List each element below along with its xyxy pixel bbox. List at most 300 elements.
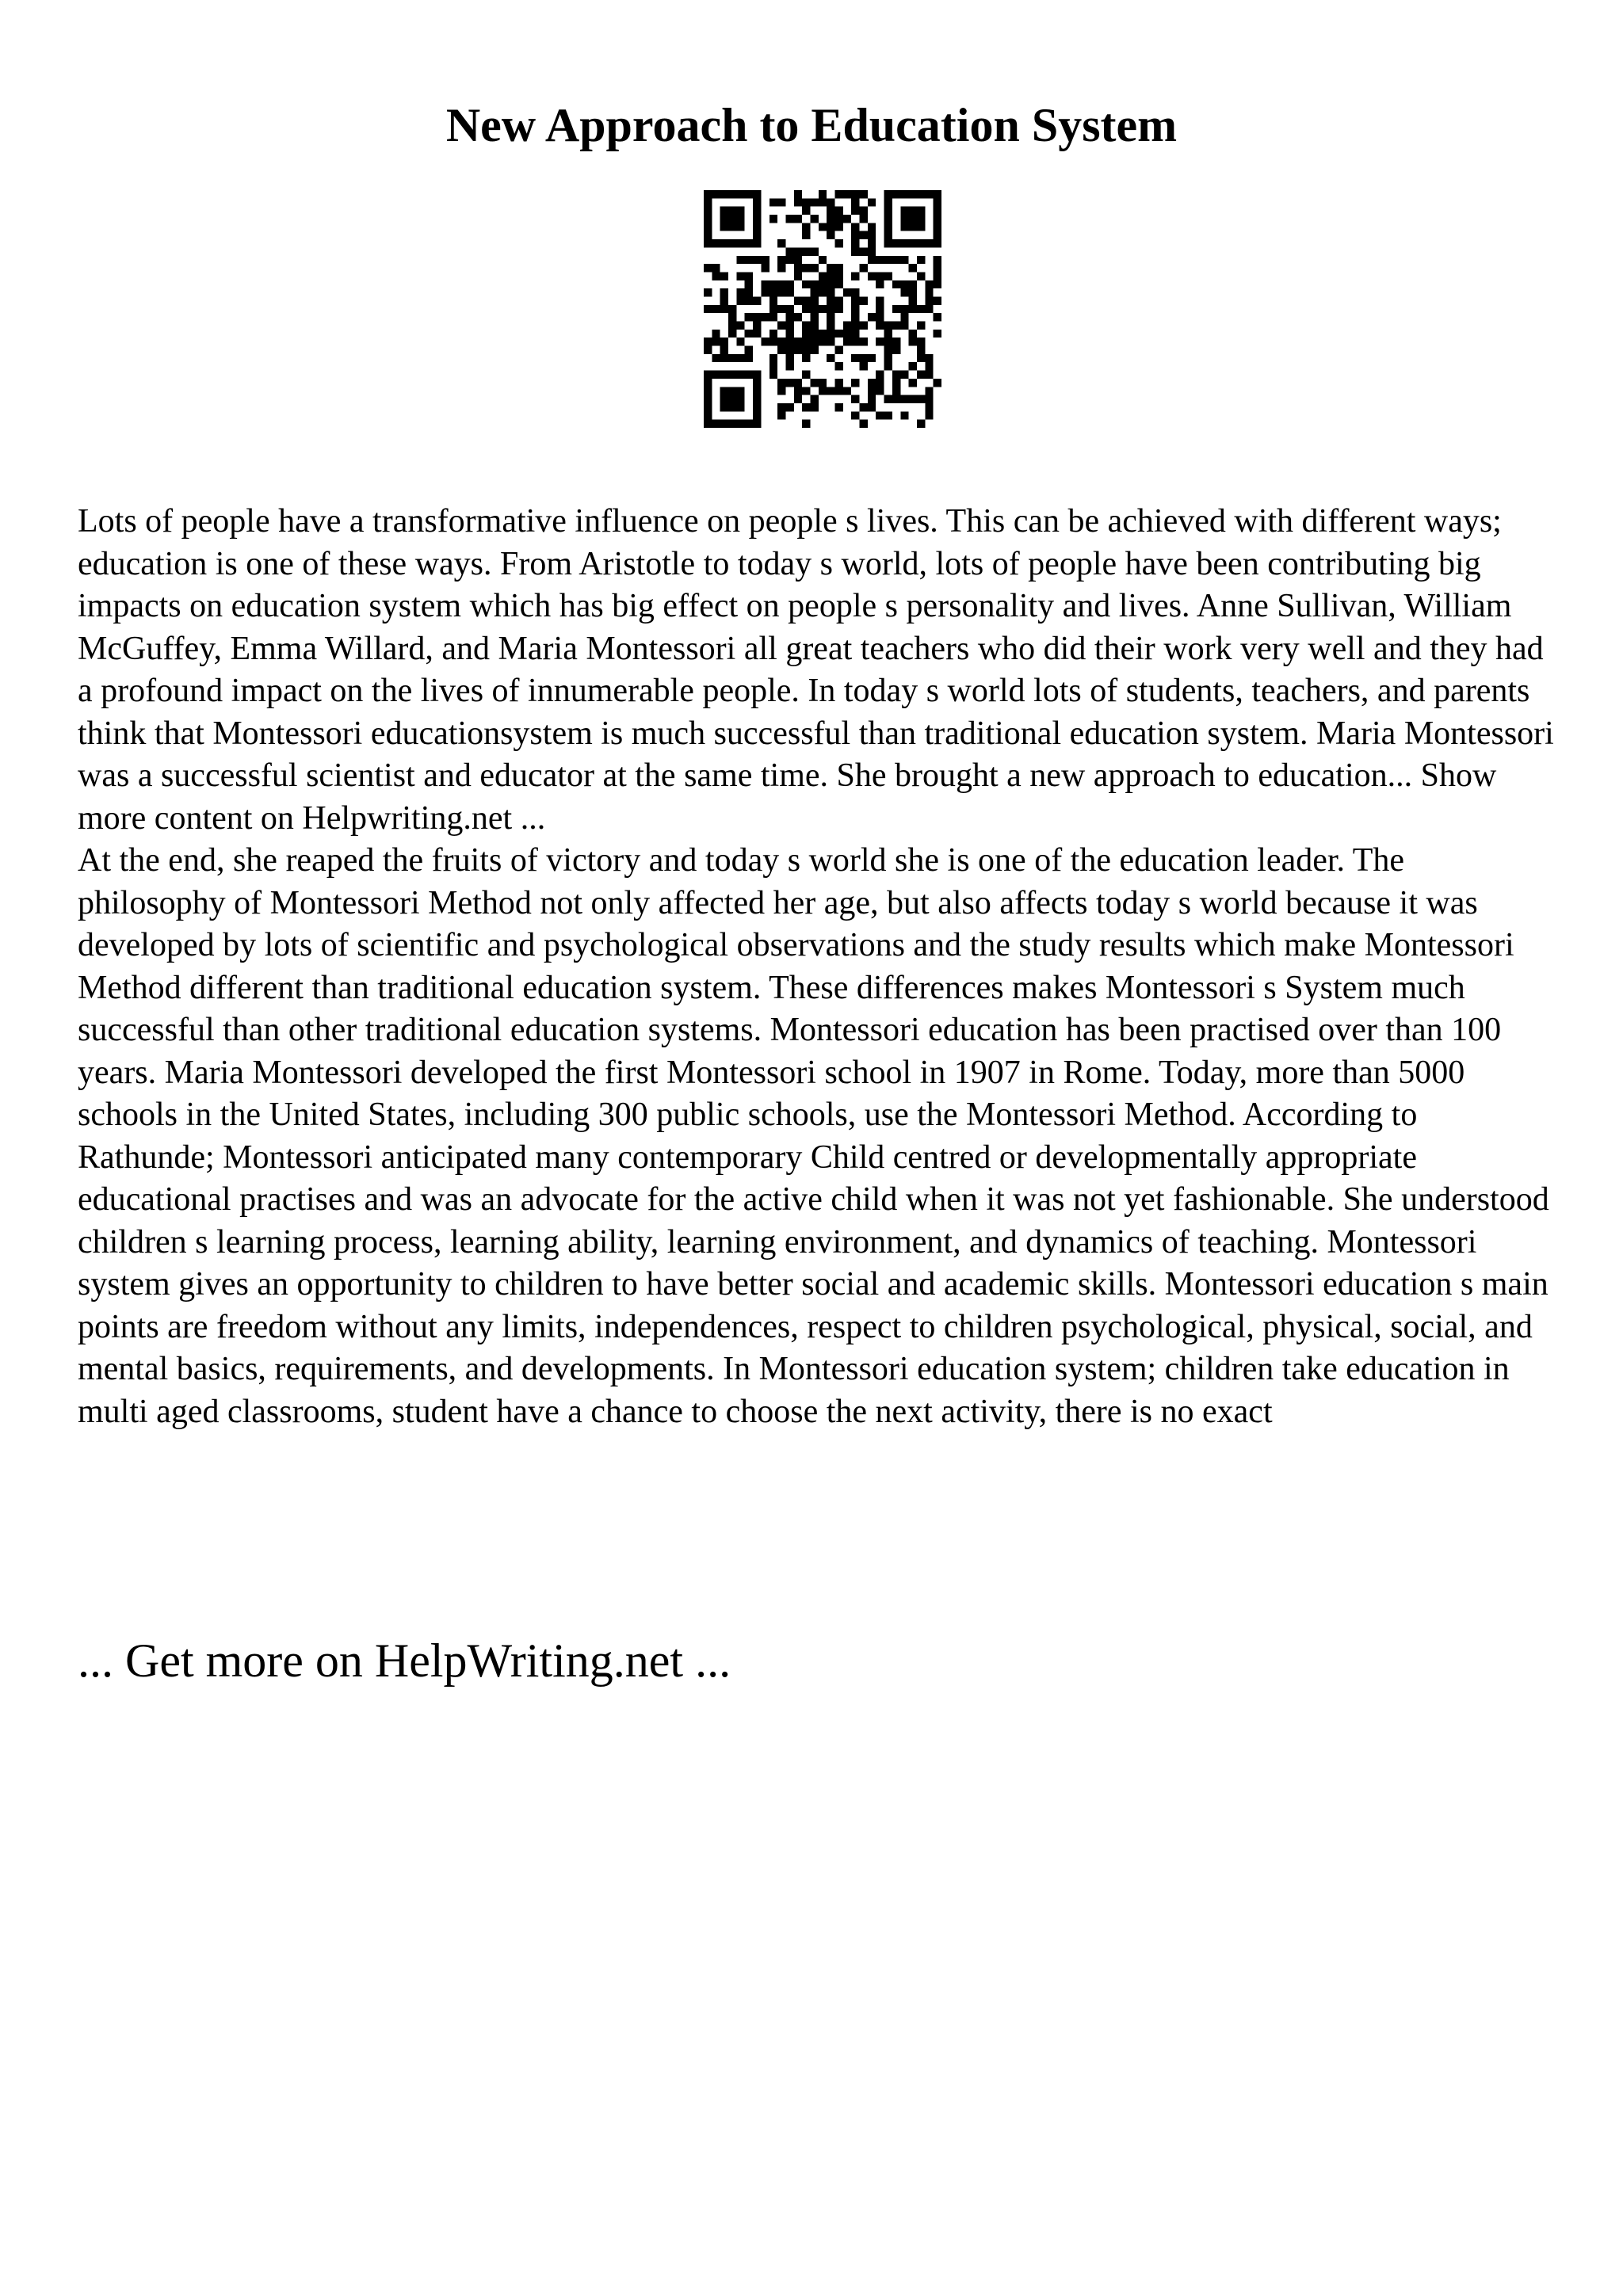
qr-module <box>712 371 720 379</box>
qr-module <box>728 223 736 231</box>
qr-module <box>860 231 868 239</box>
qr-module <box>827 338 834 345</box>
qr-module <box>900 280 908 288</box>
qr-module <box>745 239 753 247</box>
qr-module <box>934 264 941 272</box>
qr-module <box>753 256 761 264</box>
qr-module <box>745 296 753 304</box>
qr-module <box>892 346 900 354</box>
qr-module <box>843 190 851 198</box>
qr-code-icon[interactable] <box>704 190 941 428</box>
qr-module <box>777 198 785 206</box>
qr-module <box>876 305 884 313</box>
qr-module <box>785 256 793 264</box>
qr-module <box>900 239 908 247</box>
qr-module <box>785 330 793 338</box>
qr-module <box>827 296 834 304</box>
qr-module <box>900 313 908 321</box>
qr-module <box>728 403 736 411</box>
qr-module <box>745 288 753 296</box>
qr-module <box>851 198 859 206</box>
qr-module <box>728 395 736 403</box>
qr-module <box>712 305 720 313</box>
qr-module <box>720 239 728 247</box>
qr-module <box>753 420 761 428</box>
qr-module <box>704 338 712 345</box>
qr-module <box>802 305 810 313</box>
qr-module <box>892 239 900 247</box>
qr-module <box>934 198 941 206</box>
qr-module <box>843 338 851 345</box>
qr-module <box>794 296 802 304</box>
qr-module <box>720 272 728 280</box>
qr-module <box>704 379 712 387</box>
qr-module <box>810 313 818 321</box>
qr-module <box>810 305 818 313</box>
qr-module <box>794 395 802 403</box>
qr-module <box>851 296 859 304</box>
qr-module <box>761 338 769 345</box>
qr-module <box>720 395 728 403</box>
qr-module <box>745 280 753 288</box>
qr-module <box>745 330 753 338</box>
qr-module <box>909 288 917 296</box>
qr-module <box>753 387 761 395</box>
qr-module <box>917 223 925 231</box>
qr-module <box>843 322 851 330</box>
qr-module <box>728 313 736 321</box>
qr-module <box>736 239 744 247</box>
qr-module <box>892 338 900 345</box>
qr-module <box>884 215 892 223</box>
qr-module <box>794 198 802 206</box>
qr-module <box>736 215 744 223</box>
qr-module <box>934 330 941 338</box>
qr-module <box>900 215 908 223</box>
qr-module <box>777 346 785 354</box>
qr-module <box>794 346 802 354</box>
qr-module <box>704 387 712 395</box>
qr-module <box>884 231 892 239</box>
qr-module <box>785 403 793 411</box>
qr-module <box>704 420 712 428</box>
qr-module <box>753 330 761 338</box>
qr-module <box>884 362 892 370</box>
qr-module <box>785 379 793 387</box>
qr-module <box>810 330 818 338</box>
qr-module <box>736 223 744 231</box>
qr-module <box>860 420 868 428</box>
qr-module <box>777 280 785 288</box>
qr-module <box>777 239 785 247</box>
qr-module <box>819 280 827 288</box>
qr-module <box>802 371 810 379</box>
qr-module <box>827 354 834 362</box>
qr-module <box>860 362 868 370</box>
qr-module <box>909 215 917 223</box>
qr-module <box>884 322 892 330</box>
qr-module <box>851 354 859 362</box>
qr-module <box>851 330 859 338</box>
qr-module <box>810 215 818 223</box>
qr-module <box>851 288 859 296</box>
qr-module <box>736 288 744 296</box>
qr-module <box>794 313 802 321</box>
document-body <box>78 501 1560 1433</box>
qr-module <box>868 239 876 247</box>
qr-module <box>785 362 793 370</box>
qr-module <box>720 403 728 411</box>
qr-module <box>728 322 736 330</box>
qr-module <box>769 354 777 362</box>
qr-module <box>777 411 785 419</box>
qr-module <box>819 305 827 313</box>
qr-module <box>720 296 728 304</box>
qr-module <box>876 272 884 280</box>
qr-module <box>761 280 769 288</box>
qr-module <box>769 280 777 288</box>
qr-module <box>712 190 720 198</box>
qr-module <box>753 198 761 206</box>
qr-module <box>884 272 892 280</box>
qr-module <box>851 239 859 247</box>
qr-module <box>884 338 892 345</box>
qr-module <box>736 207 744 215</box>
qr-module <box>827 207 834 215</box>
qr-module <box>868 313 876 321</box>
qr-module <box>909 264 917 272</box>
qr-module <box>720 354 728 362</box>
qr-module <box>843 387 851 395</box>
qr-module <box>827 223 834 231</box>
qr-module <box>934 215 941 223</box>
qr-module <box>917 371 925 379</box>
qr-module <box>934 296 941 304</box>
qr-module <box>925 305 933 313</box>
qr-module <box>900 395 908 403</box>
qr-module <box>860 296 868 304</box>
qr-module <box>802 296 810 304</box>
qr-module <box>827 280 834 288</box>
qr-module <box>876 338 884 345</box>
qr-module <box>925 371 933 379</box>
qr-module <box>909 338 917 345</box>
paragraph: Lots of people have a transformative influence on people s lives. This can be achieved with different ways; education is one of these ways. From Aristotle to today s world, lots of people have been contributing big impacts on education system which has big effect on people s personality and lives. Anne Sullivan, William McGuffey, Emma Willard, and Maria Montessori all great teachers who did their work very well and they had a profound impact on the lives of innumerable people. In today s world lots of students, teachers, and parents think that Montessori educationsystem is much successful than traditional education system. Maria Montessori was a successful scientist and educator at the same time. She brought a new approach to education... Show more content on Helpwriting.net ... <box>78 503 1554 837</box>
qr-module <box>860 247 868 255</box>
qr-module <box>934 272 941 280</box>
qr-module <box>810 395 818 403</box>
qr-module <box>835 296 843 304</box>
qr-module <box>777 387 785 395</box>
qr-module <box>827 215 834 223</box>
qr-module <box>917 346 925 354</box>
qr-module <box>860 264 868 272</box>
qr-module <box>753 411 761 419</box>
qr-module <box>884 207 892 215</box>
qr-module <box>819 338 827 345</box>
qr-module <box>785 288 793 296</box>
qr-module <box>745 420 753 428</box>
qr-module <box>835 272 843 280</box>
get-more-link[interactable]: ... Get more on HelpWriting.net ... <box>78 1634 731 1687</box>
qr-module <box>860 338 868 345</box>
qr-module <box>785 322 793 330</box>
qr-module <box>769 313 777 321</box>
qr-module <box>753 207 761 215</box>
qr-module <box>819 387 827 395</box>
qr-module <box>835 280 843 288</box>
qr-module <box>745 313 753 321</box>
qr-module <box>777 338 785 345</box>
qr-module <box>917 207 925 215</box>
qr-module <box>876 371 884 379</box>
qr-module <box>892 190 900 198</box>
qr-module <box>736 296 744 304</box>
qr-module <box>827 387 834 395</box>
qr-module <box>810 296 818 304</box>
qr-module <box>884 256 892 264</box>
qr-module <box>851 411 859 419</box>
qr-module <box>925 395 933 403</box>
qr-module <box>794 215 802 223</box>
qr-module <box>753 239 761 247</box>
qr-module <box>704 223 712 231</box>
qr-module <box>876 296 884 304</box>
qr-module <box>769 288 777 296</box>
qr-module <box>843 288 851 296</box>
qr-module <box>884 223 892 231</box>
qr-module <box>720 338 728 345</box>
qr-module <box>704 346 712 354</box>
qr-module <box>909 207 917 215</box>
qr-module <box>868 387 876 395</box>
qr-module <box>704 231 712 239</box>
qr-module <box>884 330 892 338</box>
qr-module <box>769 215 777 223</box>
qr-module <box>802 280 810 288</box>
qr-module <box>704 239 712 247</box>
qr-module <box>736 403 744 411</box>
qr-module <box>909 379 917 387</box>
qr-module <box>909 362 917 370</box>
qr-module <box>802 198 810 206</box>
qr-module <box>704 190 712 198</box>
qr-module <box>934 239 941 247</box>
qr-module <box>925 411 933 419</box>
qr-module <box>777 403 785 411</box>
qr-module <box>860 207 868 215</box>
qr-module <box>736 395 744 403</box>
qr-module <box>810 322 818 330</box>
qr-module <box>819 223 827 231</box>
qr-module <box>802 330 810 338</box>
qr-module <box>802 346 810 354</box>
qr-module <box>728 330 736 338</box>
qr-module <box>802 387 810 395</box>
qr-module <box>720 420 728 428</box>
qr-module <box>753 379 761 387</box>
qr-module <box>704 403 712 411</box>
qr-module <box>835 239 843 247</box>
qr-module <box>827 264 834 272</box>
qr-module <box>917 256 925 264</box>
qr-module <box>884 395 892 403</box>
qr-module <box>704 207 712 215</box>
qr-module <box>802 264 810 272</box>
qr-module <box>769 330 777 338</box>
qr-module <box>851 322 859 330</box>
qr-module <box>736 256 744 264</box>
qr-module <box>917 272 925 280</box>
qr-module <box>794 272 802 280</box>
qr-module <box>728 387 736 395</box>
qr-module <box>851 379 859 387</box>
qr-module <box>827 330 834 338</box>
qr-module <box>728 305 736 313</box>
qr-module <box>720 346 728 354</box>
qr-module <box>868 198 876 206</box>
qr-module <box>728 215 736 223</box>
qr-module <box>925 288 933 296</box>
qr-module <box>769 338 777 345</box>
qr-module <box>925 387 933 395</box>
qr-module <box>810 280 818 288</box>
qr-module <box>736 420 744 428</box>
qr-module <box>761 288 769 296</box>
qr-module <box>892 280 900 288</box>
qr-module <box>835 305 843 313</box>
qr-module <box>835 387 843 395</box>
qr-module <box>884 239 892 247</box>
qr-module <box>819 190 827 198</box>
qr-module <box>892 395 900 403</box>
qr-module <box>917 354 925 362</box>
qr-module <box>802 231 810 239</box>
qr-module <box>917 190 925 198</box>
qr-module <box>851 190 859 198</box>
qr-module <box>900 256 908 264</box>
qr-module <box>892 305 900 313</box>
qr-module <box>712 272 720 280</box>
qr-module <box>892 256 900 264</box>
qr-module <box>777 379 785 387</box>
qr-module <box>917 338 925 345</box>
qr-module <box>884 190 892 198</box>
qr-module <box>819 330 827 338</box>
qr-module <box>925 362 933 370</box>
qr-module <box>794 379 802 387</box>
qr-module <box>802 223 810 231</box>
qr-module <box>876 411 884 419</box>
qr-module <box>884 346 892 354</box>
qr-module <box>810 288 818 296</box>
qr-module <box>785 338 793 345</box>
qr-module <box>925 354 933 362</box>
qr-module <box>909 280 917 288</box>
qr-module <box>851 305 859 313</box>
qr-module <box>728 371 736 379</box>
qr-module <box>720 190 728 198</box>
qr-module <box>794 338 802 345</box>
qr-module <box>736 322 744 330</box>
qr-module <box>934 280 941 288</box>
qr-module <box>868 272 876 280</box>
qr-module <box>868 395 876 403</box>
qr-module <box>745 256 753 264</box>
qr-module <box>769 371 777 379</box>
qr-module <box>934 223 941 231</box>
qr-module <box>720 288 728 296</box>
qr-module <box>712 330 720 338</box>
qr-module <box>720 305 728 313</box>
qr-module <box>745 346 753 354</box>
qr-module <box>909 296 917 304</box>
qr-module <box>769 198 777 206</box>
qr-module <box>909 305 917 313</box>
qr-module <box>827 198 834 206</box>
qr-module <box>900 190 908 198</box>
qr-module <box>769 305 777 313</box>
qr-module <box>753 322 761 330</box>
qr-module <box>909 223 917 231</box>
qr-module <box>900 207 908 215</box>
qr-module <box>819 272 827 280</box>
qr-module <box>860 215 868 223</box>
qr-module <box>704 215 712 223</box>
qr-module <box>925 296 933 304</box>
qr-module <box>785 313 793 321</box>
qr-module <box>876 256 884 264</box>
qr-module <box>753 231 761 239</box>
qr-module <box>753 190 761 198</box>
qr-module <box>712 420 720 428</box>
qr-module <box>769 362 777 370</box>
qr-module <box>810 379 818 387</box>
qr-module <box>917 239 925 247</box>
qr-module <box>777 322 785 330</box>
qr-module <box>892 379 900 387</box>
qr-module <box>909 395 917 403</box>
qr-module <box>761 256 769 264</box>
qr-module <box>819 379 827 387</box>
qr-module <box>794 190 802 198</box>
qr-module <box>934 313 941 321</box>
qr-module <box>868 223 876 231</box>
qr-module <box>728 239 736 247</box>
qr-module <box>785 280 793 288</box>
qr-module <box>843 215 851 223</box>
qr-module <box>925 403 933 411</box>
qr-module <box>860 354 868 362</box>
qr-module <box>753 296 761 304</box>
qr-module <box>736 371 744 379</box>
qr-module <box>745 272 753 280</box>
qr-module <box>745 371 753 379</box>
qr-module <box>794 387 802 395</box>
qr-module <box>925 190 933 198</box>
qr-module <box>819 288 827 296</box>
qr-module <box>884 411 892 419</box>
qr-module <box>860 322 868 330</box>
paragraph: At the end, she reaped the fruits of victory and today s world she is one of the education leader. The philosophy of Montessori Method not only affected her age, but also affects today s world because it was developed by lots of scientific and psychological observations and the study results which make Montessori Method different than traditional education system. These differences makes Montessori s System much successful than other traditional education systems. Montessori education has been practised over than 100 years. Maria Montessori developed the first Montessori school in 1907 in Rome. Today, more than 5000 schools in the United States, including 300 public schools, use the Montessori Method. According to Rathunde; Montessori anticipated many contemporary Child centred or developmentally appropriate educational practises and was an advocate for the active child when it was not yet fashionable. She understood children s learning process, learning ability, learning environment, and dynamics of teaching. Montessori system gives an opportunity to children to have better social and academic skills. Montessori education s main points are freedom without any limits, independences, respect to children psychological, physical, social, and mental basics, requirements, and developments. In Montessori education system; children take education in multi aged classrooms, student have a chance to choose the next activity, there is no exact <box>78 842 1549 1430</box>
qr-module <box>769 296 777 304</box>
qr-module <box>868 403 876 411</box>
qr-module <box>810 247 818 255</box>
qr-module <box>794 247 802 255</box>
qr-module <box>917 322 925 330</box>
qr-module <box>835 215 843 223</box>
qr-code-graphic <box>704 190 941 428</box>
